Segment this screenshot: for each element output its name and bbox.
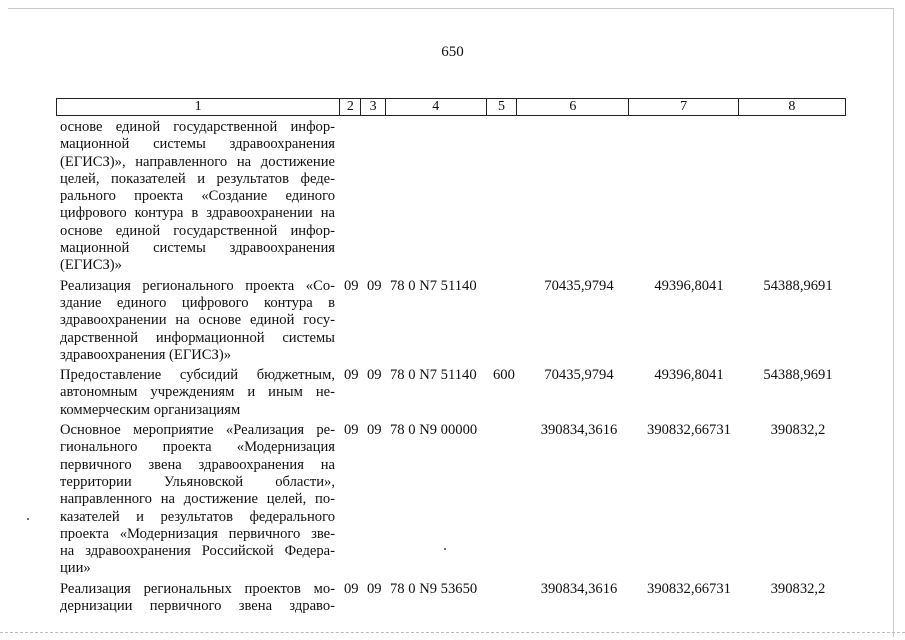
amount-year-1: 70435,9794 <box>544 367 614 384</box>
description-line: (ЕГИСЗ)», направленного на достижение <box>60 153 335 170</box>
description-line: здравоохранении на основе единой госу- <box>60 312 335 329</box>
amount-year-2: 49396,8041 <box>654 367 724 384</box>
amount-year-3: 54388,9691 <box>763 367 833 384</box>
description-line: Основное мероприятие «Реализация ре- <box>60 422 335 439</box>
column-header-8: 8 <box>738 99 845 116</box>
description-line: основе единой государственной инфор- <box>60 222 335 239</box>
row-description <box>60 119 335 275</box>
description-line: Реализация региональных проектов мо- <box>60 580 335 597</box>
amount-year-3: 390832,2 <box>770 580 826 597</box>
description-line: мационной системы здравоохранения <box>60 136 335 153</box>
description-line: автономным учреждениям и иным не- <box>60 384 335 401</box>
description-line: направленного на достижение целей, по- <box>60 491 335 508</box>
column-header-3: 3 <box>361 99 385 116</box>
amount-year-1: 70435,9794 <box>544 277 614 294</box>
amount-year-1: 390834,3616 <box>540 422 618 439</box>
description-line: рального проекта «Создание единого <box>60 188 335 205</box>
row-description <box>60 422 335 578</box>
description-line: дарственной информационной системы <box>60 329 335 346</box>
amount-year-2: 390832,66731 <box>647 580 731 597</box>
section-code: 09 <box>344 422 359 439</box>
subsection-code: 09 <box>367 367 382 384</box>
column-header-5: 5 <box>486 99 516 116</box>
description-line: гионального проекта «Модернизация <box>60 439 335 456</box>
amount-year-2: 390832,66731 <box>647 422 731 439</box>
column-header-1: 1 <box>57 99 340 116</box>
scan-speck <box>27 518 29 520</box>
expense-type-code: 600 <box>493 367 515 384</box>
target-article-code: 78 0 N9 00000 <box>390 422 478 439</box>
amount-year-2: 49396,8041 <box>654 277 724 294</box>
amount-year-3: 390832,2 <box>770 422 826 439</box>
subsection-code: 09 <box>367 277 382 294</box>
description-line: мационной системы здравоохранения <box>60 240 335 257</box>
page-number: 650 <box>441 44 464 60</box>
subsection-code: 09 <box>367 580 382 597</box>
section-code: 09 <box>344 367 359 384</box>
description-line: ции» <box>60 560 91 577</box>
target-article-code: 78 0 N9 53650 <box>390 580 478 597</box>
column-header-6: 6 <box>517 99 629 116</box>
column-header-2: 2 <box>340 99 361 116</box>
column-header-7: 7 <box>629 99 738 116</box>
description-line: целей, показателей и результатов феде- <box>60 170 335 187</box>
description-line: цифрового контура в здравоохранении на <box>60 205 335 222</box>
page-bottom-edge <box>0 632 905 633</box>
target-article-code: 78 0 N7 51140 <box>390 367 477 384</box>
description-line: основе единой государственной инфор- <box>60 119 335 135</box>
row-description <box>60 581 335 616</box>
description-line: территории Ульяновской области», <box>60 473 335 490</box>
section-code: 09 <box>344 277 359 294</box>
scan-speck <box>444 548 446 550</box>
amount-year-1: 390834,3616 <box>540 580 618 597</box>
column-header-row <box>56 98 846 116</box>
description-line: казателей и результатов федерального <box>60 508 335 525</box>
description-line: Предоставление субсидий бюджетным, <box>60 367 335 384</box>
description-line: здравоохранения (ЕГИСЗ)» <box>60 346 232 363</box>
amount-year-3: 54388,9691 <box>763 277 833 294</box>
description-line: коммерческим организациям <box>60 401 241 418</box>
subsection-code: 09 <box>367 422 382 439</box>
description-line: дернизации первичного звена здраво- <box>60 598 335 615</box>
description-line: проекта «Модернизация первичного зве- <box>60 525 335 542</box>
description-line: здание единого цифрового контура в <box>60 294 335 311</box>
row-description <box>60 367 335 419</box>
description-line: на здравоохранения Российской Федера- <box>60 543 335 560</box>
description-line: (ЕГИСЗ)» <box>60 257 122 274</box>
description-line: первичного звена здравоохранения на <box>60 456 335 473</box>
description-line: Реализация регионального проекта «Со- <box>60 277 335 294</box>
section-code: 09 <box>344 580 359 597</box>
target-article-code: 78 0 N7 51140 <box>390 277 477 294</box>
column-header-4: 4 <box>385 99 486 116</box>
row-description <box>60 278 335 364</box>
